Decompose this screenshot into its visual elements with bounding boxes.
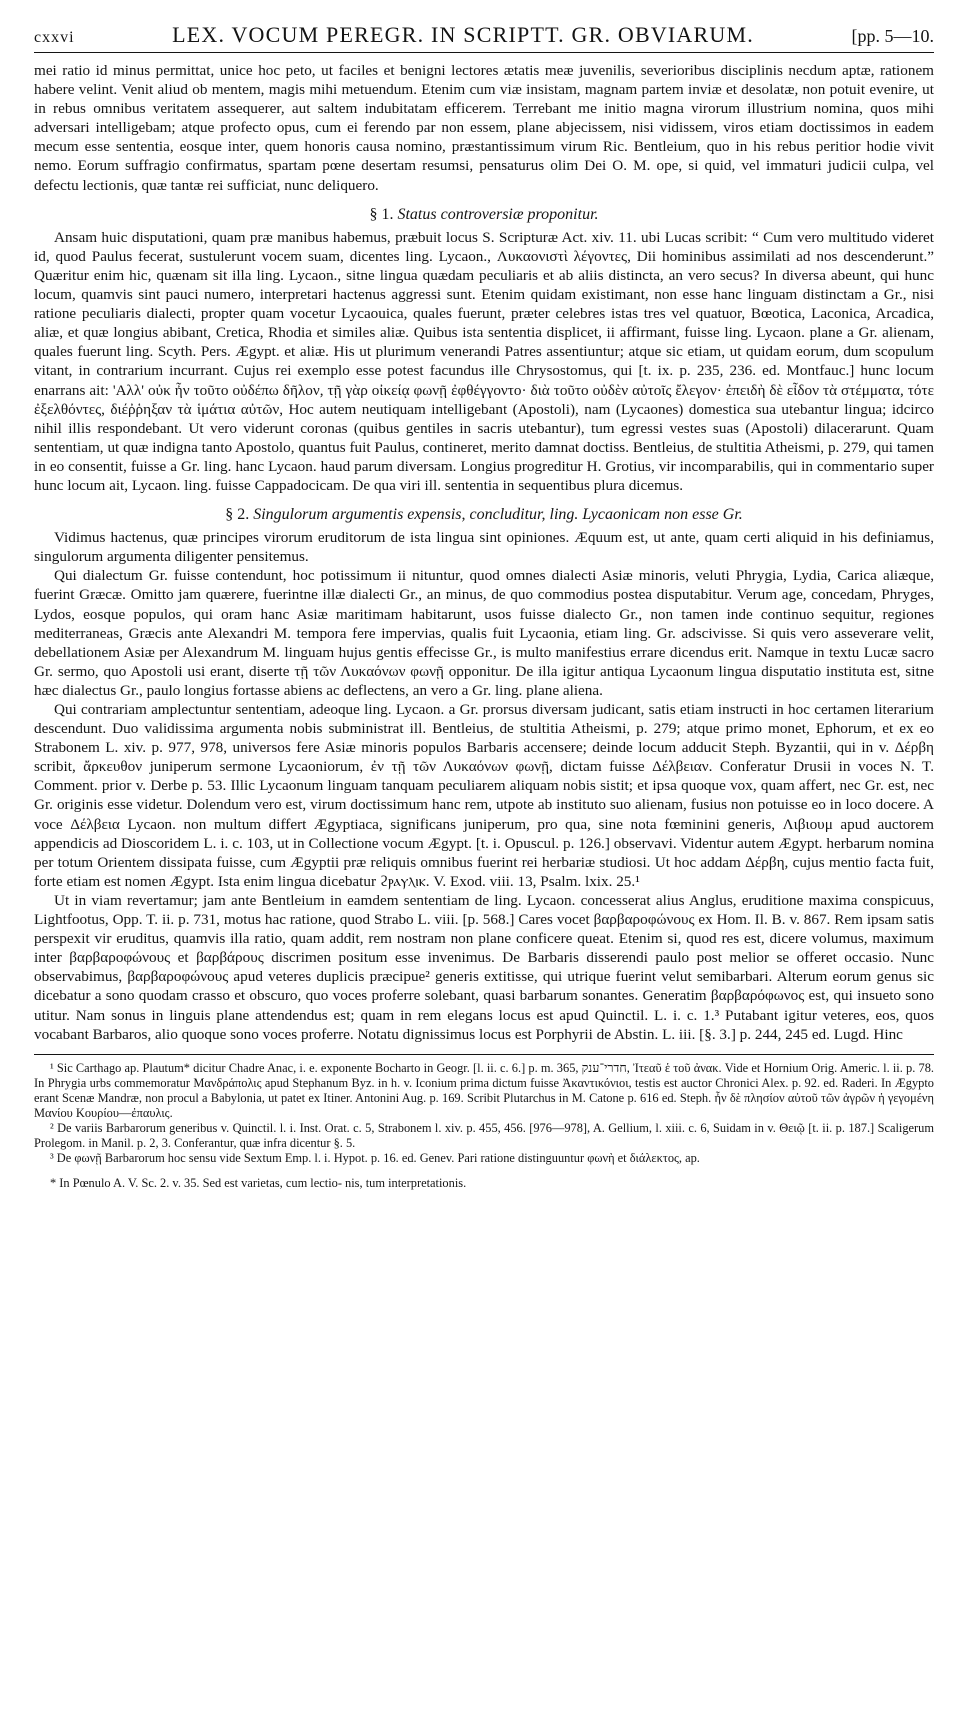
section-2-paragraph: Vidimus hactenus, quæ principes virorum eruditorum de ista lingua sint opiniones. Æquum est, ut ante, quam certi aliquid in his definiamus, singulorum argumenta diligenter pensitemus. — [34, 529, 934, 566]
running-head — [34, 22, 934, 53]
running-title: LEX. VOCUM PEREGR. IN SCRIPTT. GR. OBVIARUM. — [172, 22, 754, 47]
section-1-heading — [34, 205, 934, 224]
intro-paragraph: mei ratio id minus permittat, unice hoc peto, ut faciles et benigni lectores ætatis meæ juvenilis, severioribus disciplinis necdum aptæ, rationem habere velint. Venit aliud ob mentem, magis mihi metuendum. Etenim cum viæ insistam, magnam partem inviæ et desolatæ, non potuit evenire, ut in rebus omnibus veritatem assequerer, aut saltem indubitatam efficerem. Terrebant me initio magna virorum illustrium nomina, quos mihi adversari intelligebam; atque profecto opus, cum ei ferendo par non essem, plane abjecissem, nisi vidissem, viros etiam doctissimos in eadem mecum esse sententia, eosque inter, quem honoris causa nomino, præstantissimum virum Ric. Bentleium, quo in his rebus peritior hodie vivit nemo. Eorum suffragio confirmatus, spartam pœne desertam resumsi, pensaturus olim Dei O. M. ope, si quid, vel immaturi judicii culpa, vel defectu lectionis, quæ tantæ rei sufficiat, nunc deliquero. — [34, 62, 934, 194]
section-2-label: § 2. — [225, 506, 250, 524]
footnote-1: ¹ Sic Carthago ap. Plautum* dicitur Chadre Anac, i. e. exponente Bocharto in Geogr. [l. ii. c. 6.] p. m. 365, חדרי־ענק, Ἰτεαῦ ἑ τοῦ ἀνακ. Vide et Hornium Orig. Americ. l. ii. p. 78. In Phrygia urbs commemoratur Μανδράπολις apud Stephanum Byz. in h. v. Iconium prima dictum fuisse Ἀκαντικόνιοι, testis est auctor Chronici Alex. p. 92. ed. Raderi. In Ægypto erant Scenæ Mandræ, non procul a Babylonia, ut patet ex Itiner. Antonini Aug. p. 169. Scribit Plutarchus in M. Catone p. 616 ed. Steph. ἦν δὲ πλησίον αὐτοῦ τῶν ἀγρῶν ἡ γεγομένη Μανίου Κουρίου—ἐπαυλις. — [34, 1060, 934, 1120]
page-range: [pp. 5—10. — [851, 26, 934, 46]
body-text — [34, 61, 934, 1044]
section-1-label: § 1. — [369, 205, 394, 223]
document-page — [34, 22, 934, 1722]
section-1-paragraph: Ansam huic disputationi, quam præ manibus habemus, præbuit locus S. Scripturæ Act. xiv. 11. ubi Lucas scribit: “ Cum vero multitudo videret id, quod Paulus fecerat, sustulerunt vocem suam, dicentes ling. Lycaon., Λυκαονιστὶ λέγοντες, Dii hominibus assimilati ad nos descenderunt.” Quæritur enim hic, quænam sit illa ling. Lycaon., sitne lingua quædam peculiaris et ab aliis distincta, an vero secus? In diversa abeunt, qui hunc locum, quamvis sint pauci numero, interpretari hactenus aggressi sunt. Etenim quidam existimant, non esse hanc linguam distinctam a Gr., nisi ratione peculiaris dialecti, propter quam vocetur Lycaouica, quales fuerunt, præter celebres istas tres vel quatuor, Bœotica, Laconica, Arcadica, aliæ, et quæ longius abibant, Cretica, Rhodia et similes aliæ. Quibus ista sententia displicet, ii affirmant, fuisse ling. Lycaon. plane a Gr. alienam, quales fuerunt ling. Scyth. Pers. Ægypt. et aliæ. His ut plurimum venerandi Patres assentiuntur; atque sic etiam, ut quidam eorum, dum scopulum vitant, in contrarium incurrant. Cujus rei exemplo esse potest facundus ille Chrysostomus, qui [t. ix. p. 235, 236. ed. Montfauc.] hunc locum enarrans ait: 'Αλλ' οὐκ ἦν τοῦτο οὐδέπω δῆλον, τῇ γὰρ οἰκείᾳ φωνῇ ἐφθέγγοντο· διὰ τοῦτο οὐδὲν αὐτοῖς ἔλεγον· ἐπειδὴ δὲ εἶδον τὰ στέμματα, τότε ἐξελθόντες, διέῤῥηξαν τὰ ἱμάτια αὐτῶν, Hoc autem neutiquam intelligebant (Apostoli), nam (Lycaones) domestica sua utebantur lingua; idcirco nihil illis respondebant. Ut vero viderunt coronas (quibus gentiles in sacris utebantur), tum egressi vestes suas (Apostoli) dilacerarunt. Quam sententiam, ut quæ indigna tanto Apostolo, quantus fuit Paulus, contineret, merito damnat doctiss. Bentleius, de stultitia Atheismi, p. 279, qui tamen in eo consentit, fuisse a Gr. ling. hanc Lycaon. haud parum diversam. Longius progreditur H. Grotius, vir incomparabilis, qui in commentario super hunc locum ait, Lycaon. ling. fuisse Cappadocicam. De qua viri ill. sententia in sequentibus plura dicemus. — [34, 228, 934, 494]
footnote-3: ³ De φωνῇ Barbarorum hoc sensu vide Sextum Emp. l. i. Hypot. p. 16. ed. Genev. Pari ratione distinguuntur φωνὴ et διάλεκτος, ap. — [50, 1150, 700, 1165]
section-2-heading — [34, 505, 934, 524]
footnote-divider — [34, 1054, 934, 1055]
trailing-note: * In Pœnulo A. V. Sc. 2. v. 35. Sed est varietas, cum lectio- nis, tum interpretationis. — [50, 1175, 467, 1190]
page-number: cxxvi — [34, 29, 75, 46]
footnotes — [34, 1061, 934, 1166]
section-2-paragraph: Qui dialectum Gr. fuisse contendunt, hoc potissimum ii nituntur, quod omnes dialecti Asiæ minoris, veluti Phrygia, Lydia, Carica aliæque, fuerint Græcæ. Omitto jam quærere, fuerintne illæ dialecti Gr., an minus, de quo commodius postea disputabitur. Verum age, concedam, Phryges, Lydos, eosque populos, qui oram hanc Asiæ maritimam habitarunt, usos fuisse dialecto Gr., non tamen inde continuo sequitur, regiones mediterraneas, Græcis ante Alexandri M. tempora fere impervias, qualis fuit Lycaonia, etiam ling. Gr. adscivisse. Si quis vero asseverare velit, debellationem Asiæ per Alexandrum M. linguam hujus gentis effecisse Gr., is multo manifestius errare dicendus erit. Namque in textu Lucæ sacro Gr. sermo, quo Apostoli usi erant, diserte τῇ τῶν Λυκαόνων φωνῇ opponitur. De illa igitur antiqua Lycaonum lingua disputatio instituta est, sitne hæc dialectus Gr., paulo longius fortasse abiens ac deflectens, an vero a Gr. ling. plane aliena. — [34, 567, 934, 699]
footnote-2: ² De variis Barbarorum generibus v. Quinctil. l. i. Inst. Orat. c. 5, Strabonem l. xiv. p. 455, 456. [976—978], A. Gellium, l. xiii. c. 6, Suidam in v. Θειῷ [t. ii. p. 187.] Scaligerum Prolegom. in Manil. p. 2, 3. Conferantur, quæ infra dicentur §. 5. — [34, 1120, 934, 1150]
section-2-title: Singulorum argumentis expensis, concluditur, ling. Lycaonicam non esse Gr. — [253, 506, 743, 524]
section-2-paragraph: Ut in viam revertamur; jam ante Bentleium in eamdem sententiam de ling. Lycaon. concesserat alius Anglus, eruditione maxima conspicuus, Lightfootus, Opp. T. ii. p. 731, motus hac ratione, quod Strabo L. viii. [p. 568.] Cares vocet βαρβαροφώνους ex Hom. Il. B. v. 867. Rem ipsam satis perspexit vir eruditus, quamvis illa ratio, quam addit, rem nostram non plane conficere queat. Etenim si, quod res est, dicere volumus, maximum inter βαρβαροφώνους et βαρβάρους discrimen positum esse invenimus. De Barbaris disserendi paulo post melior se offeret occasio. Nunc observabimus, βαρβαροφώνους apud veteres duplicis præcipue² generis extitisse, qui utrique fuerint velut semibarbari. Alterum eorum genus sic dicebatur a sono quodam crasso et obscuro, quo voces proferre solebant, quasi barbarum sonantes. Generatim βαρβαρόφωνος est, qui insueto sono utitur. Nam sonus in linguis plane attendendus est; quam in rem elegans locus est apud Quinctil. L. i. c. 1.³ Putabant igitur veteres, eos, quos vocabant Barbaros, alio quoque sono voces proferre. Notatu dignissimus locus est Porphyrii de Abstin. L. iii. [§. 3.] p. 244, 245 ed. Lugd. Hinc — [34, 891, 934, 1043]
section-2-paragraph: Qui contrariam amplectuntur sententiam, adeoque ling. Lycaon. a Gr. prorsus diversam judicant, satis etiam instructi in hoc certamen literarium descendunt. Duo validissima argumenta nobis subministrat ill. Bentleius, de stultitia Atheismi, p. 279; atque primo monet, Ephorum, et ex eo Strabonem L. xiv. p. 977, 978, universos fere Asiæ minoris populos Barbaris accensere; deinde locum adducit Steph. Byzantii, qui in v. Δέρβη scribit, ἄρκευθον juniperum sermone Lycaoniorum, ἐν τῇ τῶν Λυκαόνων φωνῇ, dictam fuisse Δέλβειαν. Conferatur Drusii in voces N. T. Comment. prior v. Derbe p. 53. Illic Lycaonum linguam tanquam peculiarem aliquam nobis sistit; et ipsa quoque vox, quam affert, nec Gr. est, nec Gr. originis esse videtur. Dolendum vero est, virum doctissimum hanc rem, utpote ab instituto suo alienam, fusius non potuisse eo in loco docere. A voce Δέλβεια Lycaon. non multum differt Ægyptiaca, significans juniperum, pro qua, sine nota fœminini generis, Λιβιουμ apud auctorem appendicis ad Dioscoridem L. i. c. 103, ut in Collectione vocum Ægypt. [t. i. Opuscul. p. 126.] observavi. Videntur autem Ægypt. herbarum nomina per totum Orientem dissipata fuisse, cum Ægyptii præ reliquis omnibus fuerint rei herbariæ studiosi. Ut hoc addam Δέρβη, cujus mentio facta fuit, forte etiam est nomen Ægypt. Ista enim lingua dicebatur ϩⲣⲁⲩⲗⲓⲕ. V. Exod. viii. 13, Psalm. lxix. 25.¹ — [34, 701, 934, 890]
section-1-title: Status controversiæ proponitur. — [397, 205, 599, 223]
